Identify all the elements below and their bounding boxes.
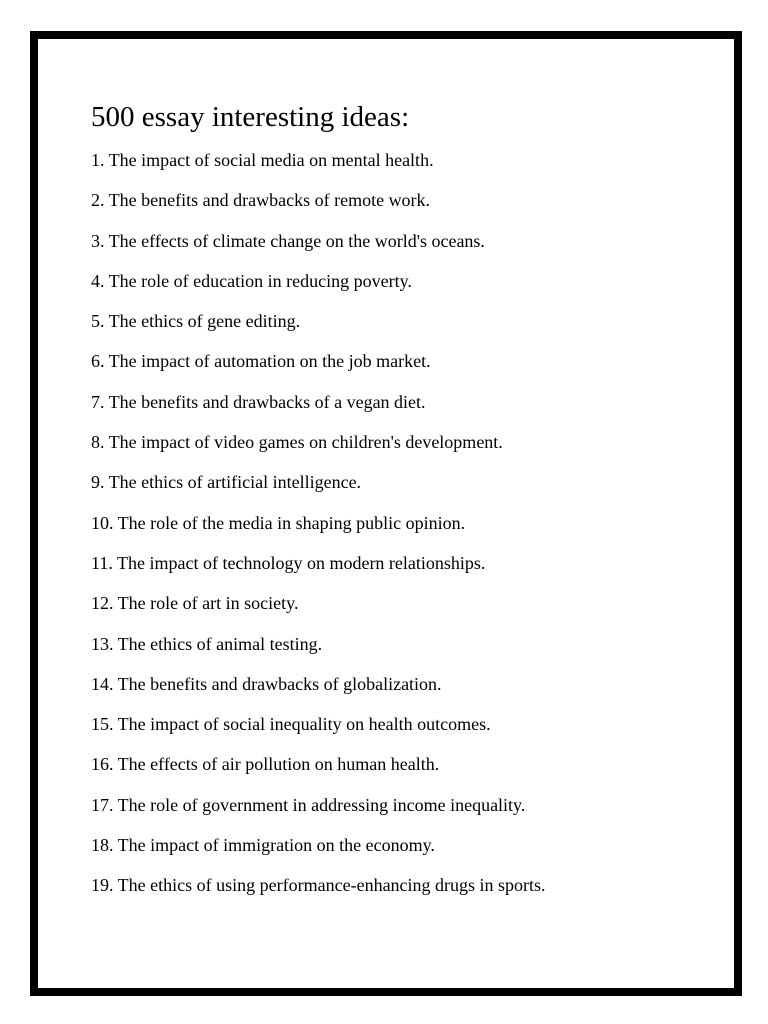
list-item: 18. The impact of immigration on the economy.: [91, 835, 435, 856]
list-item: 6. The impact of automation on the job market.: [91, 351, 431, 372]
list-item: 2. The benefits and drawbacks of remote work.: [91, 190, 431, 211]
list-item: 12. The role of art in society.: [91, 593, 299, 614]
list-item: 9. The ethics of artificial intelligence.: [91, 472, 362, 493]
document-title: 500 essay interesting ideas:: [91, 101, 410, 133]
list-item: 15. The impact of social inequality on health outcomes.: [91, 714, 491, 735]
list-item: 8. The impact of video games on children's development.: [91, 432, 503, 453]
essay-ideas-list: [91, 149, 546, 915]
list-item: 19. The ethics of using performance-enhancing drugs in sports.: [91, 875, 546, 896]
list-item: 5. The ethics of gene editing.: [91, 311, 301, 332]
list-item: 11. The impact of technology on modern relationships.: [91, 552, 486, 573]
list-item: 10. The role of the media in shaping public opinion.: [91, 512, 466, 533]
list-item: 17. The role of government in addressing income inequality.: [91, 794, 526, 815]
list-item: 4. The role of education in reducing poverty.: [91, 270, 412, 291]
list-item: 13. The ethics of animal testing.: [91, 633, 323, 654]
document-page: [30, 31, 742, 996]
list-item: 1. The impact of social media on mental health.: [91, 150, 434, 170]
list-item: 14. The benefits and drawbacks of globalization.: [91, 673, 442, 694]
list-item: 16. The effects of air pollution on human health.: [91, 754, 440, 775]
list-item: 7. The benefits and drawbacks of a vegan diet.: [91, 391, 426, 412]
list-item: 3. The effects of climate change on the world's oceans.: [91, 230, 485, 251]
